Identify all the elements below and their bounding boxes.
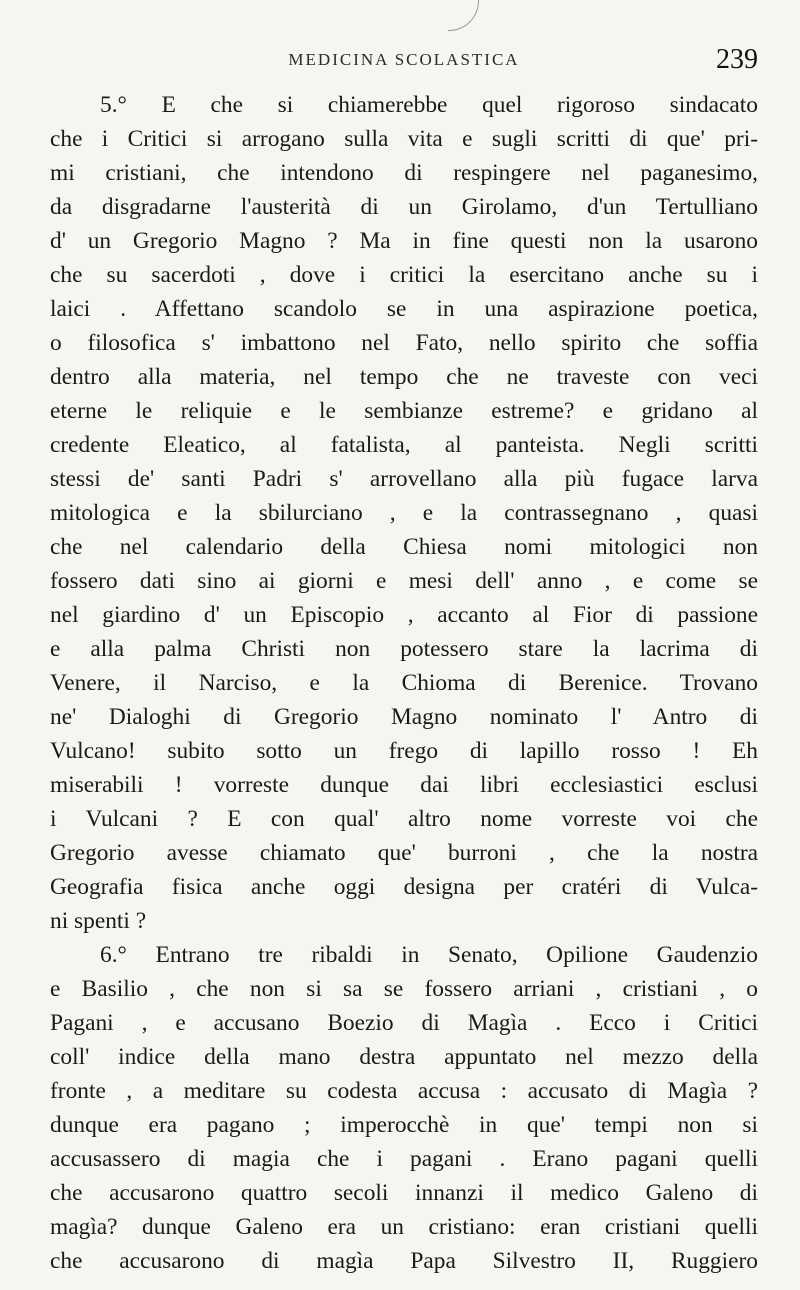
text-line: e alla palma Christi non potessero stare la lacrima di xyxy=(50,636,758,662)
text-line: d' un Gregorio Magno ? Ma in fine questi non la usarono xyxy=(50,228,758,254)
text-line: Pagani , e accusano Boezio di Magìa . Ecco i Critici xyxy=(50,1010,758,1036)
text-line: dunque era pagano ; imperocchè in que' tempi non si xyxy=(50,1112,758,1138)
text-line: dentro alla materia, nel tempo che ne traveste con veci xyxy=(50,364,758,390)
text-line: fossero dati sino ai giorni e mesi dell' anno , e come se xyxy=(50,568,758,594)
text-line: miserabili ! vorreste dunque dai libri ecclesiastici esclusi xyxy=(50,772,758,798)
text-line: che accusarono quattro secoli innanzi il medico Galeno di xyxy=(50,1180,758,1206)
page-number: 239 xyxy=(716,44,758,75)
text-line: laici . Affettano scandolo se in una aspirazione poetica, xyxy=(50,296,758,322)
text-line: che i Critici si arrogano sulla vita e sugli scritti di que' pri- xyxy=(50,126,758,152)
text-line: mitologica e la sbilurciano , e la contrassegnano , quasi xyxy=(50,500,758,526)
text-line: 5.° E che si chiamerebbe quel rigoroso sindacato xyxy=(100,92,758,118)
text-line: i Vulcani ? E con qual' altro nome vorreste voi che xyxy=(50,806,758,832)
text-line: nel giardino d' un Episcopio , accanto al Fior di passione xyxy=(50,602,758,628)
text-line: Geografia fisica anche oggi designa per cratéri di Vulca- xyxy=(50,874,758,900)
page-header xyxy=(50,44,758,84)
text-line: o filosofica s' imbattono nel Fato, nello spirito che soffia xyxy=(50,330,758,356)
text-line: fronte , a meditare su codesta accusa : accusato di Magìa ? xyxy=(50,1078,758,1104)
text-line: e Basilio , che non si sa se fossero arriani , cristiani , o xyxy=(50,976,758,1002)
paper-mark xyxy=(448,0,479,31)
text-line: che su sacerdoti , dove i critici la esercitano anche su i xyxy=(50,262,758,288)
text-line: 6.° Entrano tre ribaldi in Senato, Opilione Gaudenzio xyxy=(100,942,758,968)
body-text xyxy=(50,88,758,1278)
text-line: che accusarono di magìa Papa Silvestro II, Ruggiero xyxy=(50,1248,758,1274)
text-line: magìa? dunque Galeno era un cristiano: eran cristiani quelli xyxy=(50,1214,758,1240)
text-line: Vulcano! subito sotto un frego di lapillo rosso ! Eh xyxy=(50,738,758,764)
text-line: stessi de' santi Padri s' arrovellano alla più fugace larva xyxy=(50,466,758,492)
text-line: coll' indice della mano destra appuntato nel mezzo della xyxy=(50,1044,758,1070)
text-line: eterne le reliquie e le sembianze estreme? e gridano al xyxy=(50,398,758,424)
text-line: credente Eleatico, al fatalista, al panteista. Negli scritti xyxy=(50,432,758,458)
text-line: da disgradarne l'austerità di un Girolamo, d'un Tertulliano xyxy=(50,194,758,220)
text-line: mi cristiani, che intendono di respingere nel paganesimo, xyxy=(50,160,758,186)
text-line: ne' Dialoghi di Gregorio Magno nominato l' Antro di xyxy=(50,704,758,730)
text-line: che nel calendario della Chiesa nomi mitologici non xyxy=(50,534,758,560)
text-line: accusassero di magia che i pagani . Erano pagani quelli xyxy=(50,1146,758,1172)
text-line: ni spenti ? xyxy=(50,908,147,934)
text-line: Venere, il Narciso, e la Chioma di Berenice. Trovano xyxy=(50,670,758,696)
running-head: MEDICINA SCOLASTICA xyxy=(288,50,520,69)
text-line: Gregorio avesse chiamato que' burroni , che la nostra xyxy=(50,840,758,866)
